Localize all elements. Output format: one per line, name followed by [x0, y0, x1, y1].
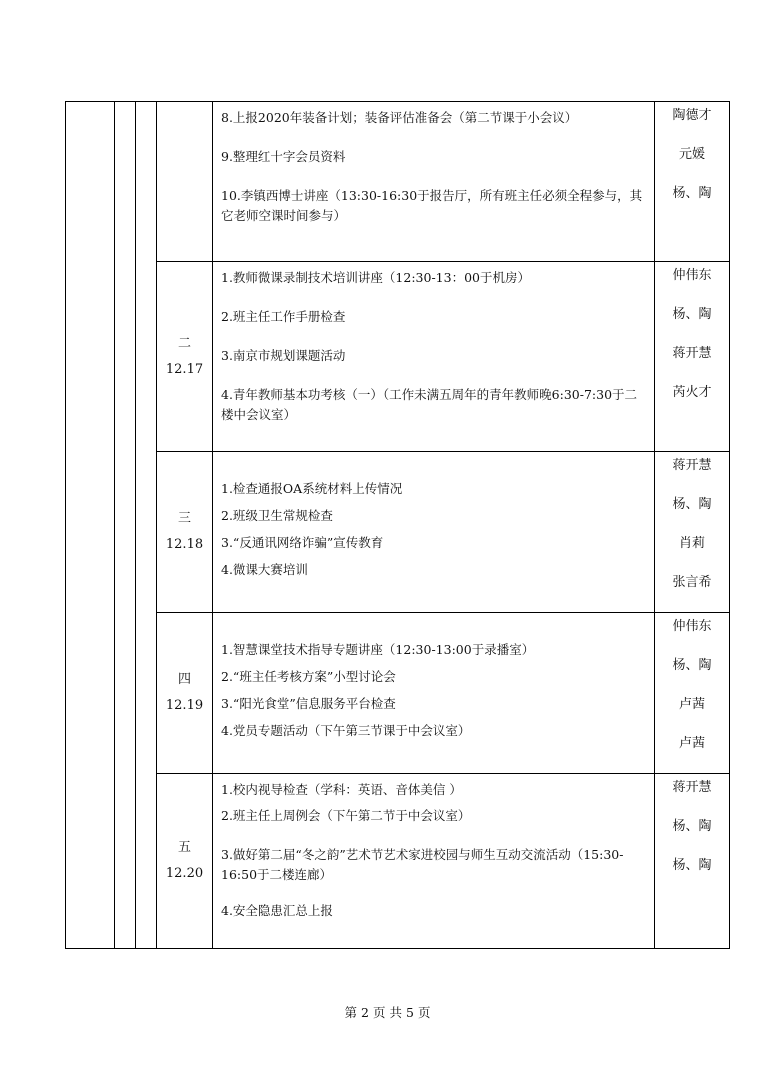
person: 元媛 — [678, 147, 705, 162]
list-item: 9.整理红十字会员资料 — [221, 149, 346, 164]
person: 陶德才 — [672, 108, 712, 123]
list-item: 1.教师微课录制技术培训讲座（12:30-13：00于机房） — [221, 270, 530, 285]
table-row — [66, 262, 730, 452]
person: 仲伟东 — [672, 268, 712, 283]
date: 12.18 — [165, 537, 204, 552]
list-item: 1.校内视导检查（学科：英语、音体美信 ） — [221, 782, 462, 797]
list-item: 4.安全隐患汇总上报 — [221, 903, 333, 918]
person: 杨、陶 — [672, 658, 712, 673]
date: 12.19 — [165, 698, 204, 713]
table-row — [66, 102, 730, 262]
weekday: 四 — [177, 672, 191, 687]
weekday: 三 — [177, 511, 191, 526]
people-cell — [655, 452, 730, 613]
footer-prefix: 第 — [344, 1005, 358, 1020]
list-item: 1.智慧课堂技术指导专题讲座（12:30-13:00于录播室） — [221, 641, 535, 657]
page-number: 2 — [361, 1005, 369, 1020]
list-item: 3.做好第二届“冬之韵”艺术节艺术家进校园与师生互动交流活动（15:30-16:50于二楼连廊） — [221, 847, 624, 882]
list-item: 10.李镇西博士讲座（13:30-16:30于报告厅，所有班主任必须全程参与，其它老师空课时间参与） — [221, 188, 643, 223]
list-item: 1.检查通报OA系统材料上传情况 — [221, 480, 403, 496]
list-item: 3.“反通讯网络诈骗”宣传教育 — [221, 534, 384, 550]
person: 蒋开慧 — [672, 780, 712, 795]
people-cell — [655, 613, 730, 774]
items-cell — [213, 452, 655, 613]
people-cell — [655, 774, 730, 949]
table-row — [66, 774, 730, 949]
list-item: 2.班主任工作手册检查 — [221, 309, 346, 324]
people-cell — [655, 262, 730, 452]
items-cell — [213, 262, 655, 452]
day-cell — [157, 613, 213, 774]
items-cell — [213, 774, 655, 949]
person: 仲伟东 — [672, 619, 712, 634]
schedule-table — [65, 101, 730, 949]
list-item: 2.班主任上周例会（下午第二节于中会议室） — [221, 808, 471, 823]
list-item: 4.党员专题活动（下午第三节课于中会议室） — [221, 722, 471, 738]
person: 杨、陶 — [672, 186, 712, 201]
people-cell — [655, 102, 730, 262]
day-cell — [157, 452, 213, 613]
footer-mid: 页 共 — [373, 1005, 402, 1020]
list-item: 3.南京市规划课题活动 — [221, 348, 346, 363]
items-cell — [213, 613, 655, 774]
page-footer — [0, 1003, 775, 1021]
list-item: 2.“班主任考核方案”小型讨论会 — [221, 668, 396, 684]
list-item: 8.上报2020年装备计划；装备评估准备会（第二节课于小会议） — [221, 110, 578, 125]
date: 12.20 — [165, 866, 204, 881]
person: 肖莉 — [678, 536, 705, 551]
list-item: 4.青年教师基本功考核（一）（工作未满五周年的青年教师晚6:30-7:30于二楼中会议室） — [221, 387, 638, 422]
total-pages: 5 — [405, 1005, 414, 1020]
date: 12.17 — [165, 361, 204, 377]
person: 卢茜 — [678, 736, 705, 751]
list-item: 4.微课大赛培训 — [221, 561, 308, 577]
person: 卢茜 — [678, 697, 705, 712]
blank-cell — [115, 102, 136, 949]
footer-suffix: 页 — [417, 1005, 431, 1020]
person: 芮火才 — [672, 385, 712, 400]
person: 蒋开慧 — [672, 458, 712, 473]
weekday: 二 — [177, 335, 191, 351]
weekday: 五 — [177, 840, 191, 855]
day-cell — [157, 262, 213, 452]
person: 杨、陶 — [672, 858, 712, 873]
list-item: 2.班级卫生常规检查 — [221, 507, 333, 523]
table-row — [66, 452, 730, 613]
items-cell — [213, 102, 655, 262]
day-cell — [157, 102, 213, 262]
day-cell — [157, 774, 213, 949]
person: 杨、陶 — [672, 307, 712, 322]
blank-cell — [136, 102, 157, 949]
table-row — [66, 613, 730, 774]
person: 蒋开慧 — [672, 346, 712, 361]
person: 张言希 — [672, 575, 712, 590]
blank-cell — [66, 102, 115, 949]
list-item: 3.“阳光食堂”信息服务平台检查 — [221, 695, 396, 711]
person: 杨、陶 — [672, 497, 712, 512]
person: 杨、陶 — [672, 819, 712, 834]
